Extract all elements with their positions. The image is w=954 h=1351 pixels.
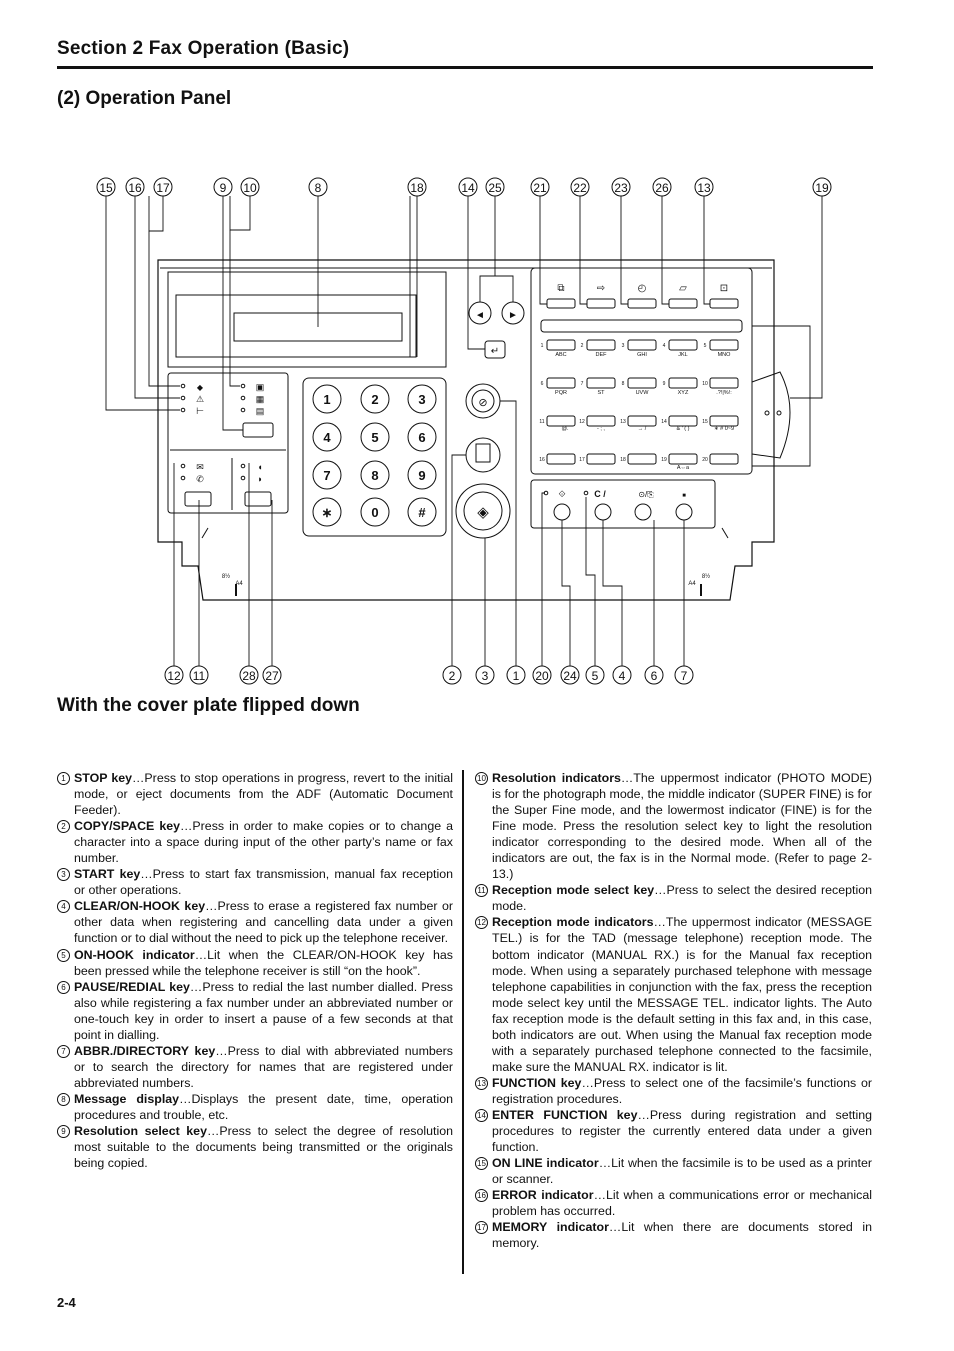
item-text: …Press to dial with abbreviated numbers or to search the directory for names that are registered under abbreviated numbers. xyxy=(74,1043,453,1090)
one-touch-number: 6 xyxy=(540,381,544,387)
one-touch-key xyxy=(710,416,738,426)
paper-size-mark: 8½ xyxy=(701,574,711,580)
callout-number: 17 xyxy=(156,181,170,195)
description-item xyxy=(475,882,872,914)
operation-panel-diagram xyxy=(0,160,954,690)
symbol-label: & ' ( ) xyxy=(676,426,690,432)
cover-plate-heading: With the cover plate flipped down xyxy=(57,695,360,716)
callout-number: 23 xyxy=(614,181,628,195)
edge-tick-left xyxy=(202,528,208,538)
lower-key-strip xyxy=(531,480,715,528)
ext-icon-2: ◗ xyxy=(257,474,263,484)
leader-line xyxy=(562,520,570,666)
item-text: …Press to stop operations in progress, revert to the initial mode, or eject documents from the ADF (Automatic Document Feeder). xyxy=(74,771,453,818)
descriptions-right-column xyxy=(475,770,872,1251)
leader-line xyxy=(621,196,628,304)
keypad-key-label: 4 xyxy=(323,430,331,445)
item-number: 15 xyxy=(475,1157,488,1170)
function-key xyxy=(547,299,575,308)
leader-line xyxy=(230,230,240,386)
one-touch-number: 5 xyxy=(703,343,707,349)
item-number: 10 xyxy=(475,772,488,785)
one-touch-number: 8 xyxy=(621,381,625,387)
one-touch-key xyxy=(547,340,575,350)
function-icon: ⇨ xyxy=(596,283,606,294)
item-term: CLEAR/ON-HOOK key xyxy=(74,899,206,914)
item-number: 9 xyxy=(57,1125,70,1138)
column-divider xyxy=(462,770,464,1274)
one-touch-key xyxy=(547,416,575,426)
one-touch-key xyxy=(669,454,697,464)
item-term: COPY/SPACE key xyxy=(74,819,181,834)
callout-number: 16 xyxy=(128,181,142,195)
one-touch-number: 18 xyxy=(620,457,626,463)
callout-number: 18 xyxy=(410,181,424,195)
start-icon: ◈ xyxy=(477,504,489,521)
one-touch-key xyxy=(587,454,615,464)
one-touch-key xyxy=(547,454,575,464)
leader-line xyxy=(586,497,595,666)
item-text: …The uppermost indicator (MESSAGE TEL.) is for the TAD (message telephone) reception mode. The bottom indicator (MANUAL RX.) is for the Manual fax reception mode. When using a separately purchased telephone with message telephone capabilities in conjunction with the fax, press the reception mode select key until the MESSAGE TEL. indicator lights. The Auto fax reception mode is the default setting in this fax and, in this case, both indicators are out. When using the Manual fax reception mode with a separately purchased telephone connected to the facsimile, make sure the MANUAL RX. indicator is lit. xyxy=(492,915,872,1074)
keypad-key-label: 2 xyxy=(371,392,379,407)
on-hook-icon: ⟐ xyxy=(558,489,566,499)
item-term: Reception mode indicators xyxy=(492,915,654,930)
description-item xyxy=(475,914,872,1074)
item-term: Message display xyxy=(74,1091,180,1106)
one-touch-key xyxy=(628,378,656,388)
leader-line xyxy=(149,231,180,386)
item-text: …Lit when the facsimile is to be used as a printer or scanner. xyxy=(492,1156,872,1187)
symbol-label: → / xyxy=(637,426,647,432)
clear-label: C / xyxy=(594,489,606,499)
one-touch-key xyxy=(710,340,738,350)
callout-number: 3 xyxy=(481,669,489,683)
item-term: ENTER FUNCTION key xyxy=(492,1107,638,1122)
one-touch-key xyxy=(669,416,697,426)
item-term: Resolution indicators xyxy=(492,771,621,785)
item-term: ERROR indicator xyxy=(492,1188,594,1203)
copy-icon xyxy=(476,444,490,462)
leader-line xyxy=(495,276,513,302)
one-touch-letters: MNO xyxy=(717,352,731,358)
one-touch-number: 15 xyxy=(702,419,708,425)
hinge-screw-1 xyxy=(765,411,769,415)
one-touch-key xyxy=(710,378,738,388)
item-number: 14 xyxy=(475,1109,488,1122)
one-touch-key xyxy=(669,340,697,350)
lower-round-key xyxy=(635,504,651,520)
description-item xyxy=(475,770,872,882)
keypad-key-label: 6 xyxy=(418,430,426,445)
one-touch-number: 16 xyxy=(539,457,545,463)
item-number: 4 xyxy=(57,900,70,913)
one-touch-number: 1 xyxy=(540,343,544,349)
super-fine-icon: ▦ xyxy=(255,394,265,404)
pause-redial-icon: ⊙/⎘ xyxy=(638,490,654,499)
item-term: Reception mode select key xyxy=(492,883,655,898)
status-led xyxy=(181,408,185,412)
resolution-led xyxy=(241,408,245,412)
description-item xyxy=(57,898,453,946)
item-text: …Lit when the CLEAR/ON-HOOK key has been pressed while the telephone receiver is still “on the hook”. xyxy=(74,947,453,978)
right-arrow-icon: ► xyxy=(508,310,518,321)
error-icon: ⚠ xyxy=(195,394,205,404)
resolution-led xyxy=(241,396,245,400)
description-item xyxy=(475,1107,872,1155)
message-tel-icon: ✉ xyxy=(196,462,204,472)
one-touch-key xyxy=(669,378,697,388)
leader-line xyxy=(542,493,545,666)
item-text: …Press to select the degree of resolution most suitable to the documents being transmitted or the originals being copied. xyxy=(74,1124,453,1171)
item-text: …Lit when a communications error or mechanical problem has occurred. xyxy=(492,1188,872,1219)
function-icon: ▱ xyxy=(679,283,687,294)
paper-size-mark: A4 xyxy=(688,581,696,587)
description-item xyxy=(475,1155,872,1187)
lower-round-key xyxy=(554,504,570,520)
status-led xyxy=(181,384,185,388)
keypad-key-label: 3 xyxy=(418,392,426,407)
abbr-icon: ■ xyxy=(682,493,686,499)
item-text: …Press to select one of the facsimile’s functions or registration procedures. xyxy=(492,1075,872,1106)
one-touch-key xyxy=(587,378,615,388)
one-touch-number: 2 xyxy=(580,343,584,349)
leader-line xyxy=(149,196,163,231)
status-led xyxy=(181,396,185,400)
item-text: …Press in order to make copies or to change a character into a space during input of the other party’s name or fax number. xyxy=(74,819,453,866)
leader-line xyxy=(790,196,822,398)
leader-line xyxy=(752,326,810,466)
function-key xyxy=(587,299,615,308)
item-number: 1 xyxy=(57,772,70,785)
keypad-key-label: 8 xyxy=(371,468,379,483)
one-touch-key xyxy=(628,340,656,350)
lower-round-key xyxy=(676,504,692,520)
callout-number: 12 xyxy=(167,669,181,683)
paper-size-mark: A4 xyxy=(235,581,243,587)
keypad-key-label: 0 xyxy=(371,505,379,520)
description-item xyxy=(57,1123,453,1171)
case-toggle-label: A⇔a xyxy=(676,465,690,471)
description-item xyxy=(475,1187,872,1219)
section-rule xyxy=(57,66,873,69)
item-term: ON-HOOK indicator xyxy=(74,947,195,962)
item-text: …Press to start fax transmission, manual fax reception or other operations. xyxy=(74,867,453,898)
keypad-key-label: 5 xyxy=(371,430,379,445)
callout-number: 14 xyxy=(461,181,475,195)
copy-key xyxy=(466,438,500,472)
callout-number: 9 xyxy=(219,181,227,195)
leader-line xyxy=(704,196,710,304)
item-text: …Press to redial the last number dialled. Press also while registering a fax number under an abbreviated number or one-touch key in order to insert a pause of a few seconds at that point in dialling. xyxy=(74,979,453,1042)
memory-icon: ⊢ xyxy=(196,406,204,416)
reception-led xyxy=(241,476,245,480)
descriptions-left-column xyxy=(57,770,453,1171)
resolution-led xyxy=(241,384,245,388)
callout-number: 25 xyxy=(488,181,502,195)
one-touch-letters: DEF xyxy=(595,352,607,358)
keypad-key-label: ∗ xyxy=(321,505,333,520)
resolution-select-key xyxy=(243,423,273,437)
item-number: 6 xyxy=(57,981,70,994)
one-touch-number: 19 xyxy=(661,457,667,463)
callout-number: 21 xyxy=(533,181,547,195)
hinge-screw-2 xyxy=(777,411,781,415)
callout-number: 10 xyxy=(243,181,257,195)
callout-number: 22 xyxy=(573,181,587,195)
lower-round-key xyxy=(595,504,611,520)
item-text: …Press to erase a registered fax number or other data when registering and cancelling data under a given function or to dial without the need to pick up the telephone receiver. xyxy=(74,899,453,946)
one-touch-number: 17 xyxy=(579,457,585,463)
leader-line xyxy=(106,196,180,410)
function-key xyxy=(669,299,697,308)
callout-number: 7 xyxy=(680,669,688,683)
item-term: START key xyxy=(74,867,141,882)
one-touch-number: 7 xyxy=(580,381,584,387)
leader-line xyxy=(662,196,669,304)
reception-led xyxy=(181,476,185,480)
ext-icon-1: ◖ xyxy=(257,462,263,472)
one-touch-number: 20 xyxy=(702,457,708,463)
manual-rx-icon: ✆ xyxy=(196,474,204,484)
item-term: STOP key xyxy=(74,771,133,785)
section-title: Section 2 Fax Operation (Basic) xyxy=(57,38,350,59)
item-term: MEMORY indicator xyxy=(492,1220,609,1235)
one-touch-number: 14 xyxy=(661,419,667,425)
display-housing xyxy=(168,272,446,367)
operation-panel-heading: (2) Operation Panel xyxy=(57,88,232,109)
item-number: 3 xyxy=(57,868,70,881)
function-key xyxy=(710,299,738,308)
one-touch-letters: PQR xyxy=(555,390,567,396)
cover-plate-hinge xyxy=(752,372,790,458)
one-touch-key xyxy=(547,378,575,388)
one-touch-letters: UVW xyxy=(635,390,649,396)
keypad-key-label: 1 xyxy=(323,392,331,407)
item-term: ON LINE indicator xyxy=(492,1156,599,1171)
page-number: 2-4 xyxy=(57,1295,76,1310)
edge-tick-right xyxy=(722,528,728,538)
function-key xyxy=(628,299,656,308)
item-number: 2 xyxy=(57,820,70,833)
description-item xyxy=(57,1091,453,1123)
left-arrow-icon: ◄ xyxy=(475,310,485,321)
callout-number: 2 xyxy=(448,669,456,683)
description-item xyxy=(475,1075,872,1107)
item-number: 17 xyxy=(475,1221,488,1234)
leader-line xyxy=(540,196,547,304)
function-icon: ◴ xyxy=(637,283,647,294)
keypad-key-label: 7 xyxy=(323,468,331,483)
callout-number: 27 xyxy=(265,669,279,683)
symbol-label: - ; , xyxy=(597,426,605,432)
item-number: 5 xyxy=(57,949,70,962)
photo-mode-icon: ▣ xyxy=(255,382,265,392)
leader-line xyxy=(580,196,587,304)
item-term: ABBR./DIRECTORY key xyxy=(74,1043,216,1058)
leader-line xyxy=(480,196,495,302)
callout-number: 1 xyxy=(512,669,520,683)
callout-number: 11 xyxy=(192,669,206,683)
one-touch-number: 9 xyxy=(662,381,666,387)
stop-icon: ⊘ xyxy=(478,397,488,409)
item-number: 11 xyxy=(475,884,488,897)
description-item xyxy=(57,866,453,898)
reception-mode-key xyxy=(185,492,211,506)
callout-number: 4 xyxy=(618,669,626,683)
one-touch-number: 13 xyxy=(620,419,626,425)
label-strip xyxy=(541,320,742,332)
item-number: 16 xyxy=(475,1189,488,1202)
description-item xyxy=(57,1043,453,1091)
one-touch-letters: ABC xyxy=(555,352,567,358)
callout-number: 6 xyxy=(650,669,658,683)
callout-number: 5 xyxy=(591,669,599,683)
item-text: …Press during registration and setting procedures to register the currently entered data under a given function. xyxy=(492,1107,873,1155)
leader-line xyxy=(230,196,250,230)
keypad-key-label: # xyxy=(418,505,426,520)
clear-led xyxy=(584,491,588,495)
symbol-label: ∗ # 0~9 xyxy=(713,426,735,432)
one-touch-letters: ST xyxy=(597,390,605,396)
one-touch-number: 12 xyxy=(579,419,585,425)
item-number: 13 xyxy=(475,1077,488,1090)
leader-line xyxy=(603,520,622,666)
item-term: PAUSE/REDIAL key xyxy=(74,979,190,994)
one-touch-key xyxy=(628,454,656,464)
one-touch-key xyxy=(587,340,615,350)
item-number: 7 xyxy=(57,1045,70,1058)
item-number: 8 xyxy=(57,1093,70,1106)
item-number: 12 xyxy=(475,916,488,929)
fine-icon: ▤ xyxy=(255,406,265,416)
item-text: …The uppermost indicator (PHOTO MODE) is for the photograph mode, the middle indicator (SUPER FINE) is for the Super Fine mode, and the lowermost indicator (FINE) is for the Fine mode. Press the resolution select key to light the resolution indicator corresponding to the desired mode. When all of the indicators are out, the fax is in the Normal mode. (Refer to page 2-13.) xyxy=(492,771,872,882)
one-touch-key xyxy=(628,416,656,426)
enter-icon: ↵ xyxy=(490,346,500,357)
reception-led xyxy=(181,464,185,468)
one-touch-letters: GHI xyxy=(637,352,647,358)
description-item xyxy=(57,979,453,1043)
display-window xyxy=(176,295,416,357)
online-icon: ◆ xyxy=(196,383,204,392)
callout-number: 15 xyxy=(99,181,113,195)
symbol-label: @. xyxy=(561,426,569,432)
one-touch-letters: JKL xyxy=(678,352,688,358)
leader-line xyxy=(468,196,485,349)
item-term: Resolution select key xyxy=(74,1124,207,1139)
function-icon: ⊡ xyxy=(719,283,729,294)
keypad-key-label: 9 xyxy=(418,468,426,483)
reception-led xyxy=(241,464,245,468)
paper-size-mark: 8½ xyxy=(221,574,231,580)
one-touch-number: 11 xyxy=(539,419,545,425)
callout-number: 26 xyxy=(655,181,669,195)
one-touch-number: 3 xyxy=(621,343,625,349)
leader-line xyxy=(500,401,516,666)
callout-number: 13 xyxy=(697,181,711,195)
one-touch-letters: .?!|%!: xyxy=(716,390,732,396)
description-item xyxy=(57,818,453,866)
one-touch-number: 10 xyxy=(702,381,708,387)
function-icon: ⧉ xyxy=(557,283,565,294)
callout-number: 28 xyxy=(242,669,256,683)
one-touch-key xyxy=(710,454,738,464)
description-item xyxy=(57,947,453,979)
leader-line xyxy=(452,455,466,666)
callout-number: 8 xyxy=(314,181,322,195)
one-touch-number: 4 xyxy=(662,343,666,349)
one-touch-key xyxy=(587,416,615,426)
callout-number: 20 xyxy=(535,669,549,683)
item-text: …Displays the present date, time, operation procedures and trouble, etc. xyxy=(74,1091,453,1122)
description-item xyxy=(475,1219,872,1251)
callout-number: 24 xyxy=(563,669,577,683)
callout-number: 19 xyxy=(815,181,829,195)
one-touch-letters: XYZ xyxy=(677,390,689,396)
item-text: …Lit when there are documents stored in memory. xyxy=(492,1220,872,1251)
item-term: FUNCTION key xyxy=(492,1075,582,1090)
item-text: …Press to select the desired reception mode. xyxy=(492,883,872,914)
description-item xyxy=(57,770,453,818)
